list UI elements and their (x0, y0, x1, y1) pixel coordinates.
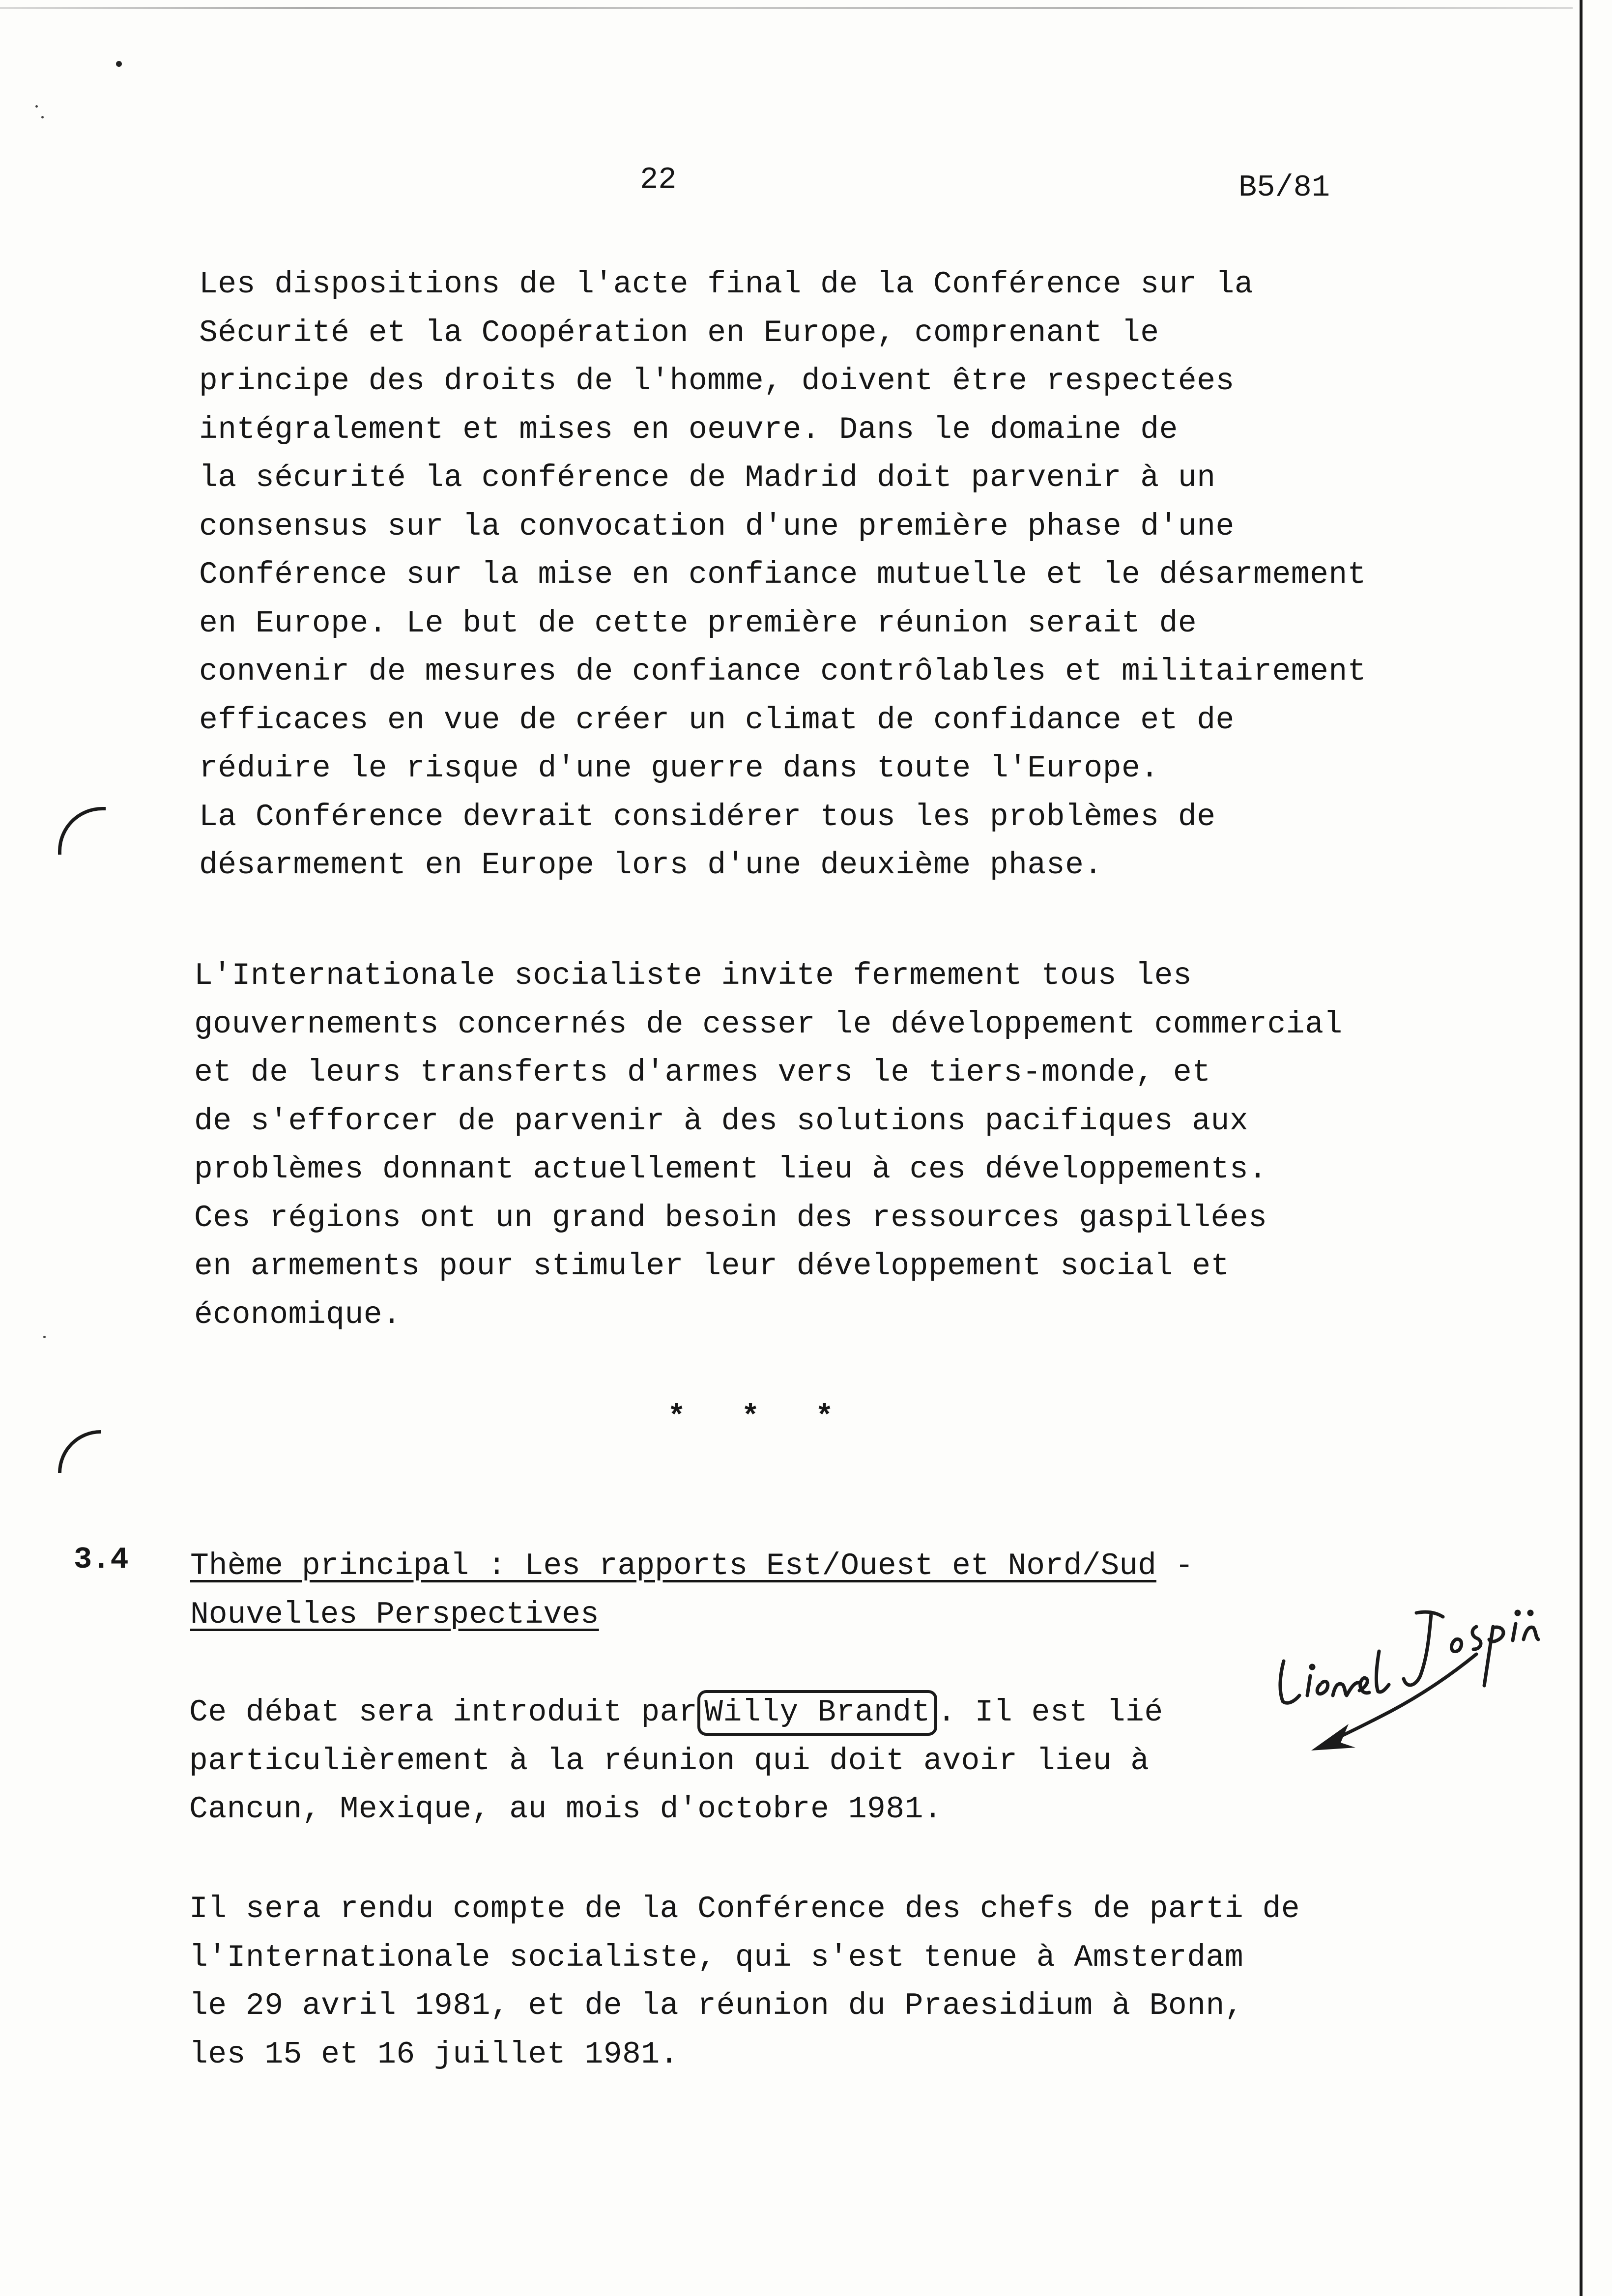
text-line: consensus sur la convocation d'une première phase d'une (199, 509, 1235, 544)
section-title (190, 1542, 1194, 1639)
text-line: principe des droits de l'homme, doivent être respectées (199, 364, 1235, 399)
text-line: les 15 et 16 juillet 1981. (189, 2037, 679, 2072)
text-line: de s'efforcer de parvenir à des solutions pacifiques aux (194, 1103, 1249, 1139)
text-line: la sécurité la conférence de Madrid doit parvenir à un (199, 460, 1216, 495)
section-number: 3.4 (74, 1542, 129, 1577)
boxed-name: Willy Brandt (697, 1690, 937, 1736)
scan-speck (41, 116, 44, 118)
page-number: 22 (640, 162, 677, 197)
paragraph-csce (199, 260, 1366, 890)
section-title-dash: - (1156, 1549, 1194, 1583)
text-line: en armements pour stimuler leur développement social et (194, 1249, 1230, 1284)
handwritten-annotation (1273, 1528, 1548, 1764)
section-title-line (190, 1591, 1194, 1639)
scan-speck (35, 105, 38, 108)
scan-top-edge (0, 7, 1573, 9)
text-line: Sécurité et la Coopération en Europe, comprenant le (199, 315, 1159, 350)
text-line: en Europe. Le but de cette première réunion serait de (199, 605, 1197, 641)
text-line: Les dispositions de l'acte final de la Conférence sur la (199, 267, 1254, 302)
paragraph-report (189, 1885, 1300, 2079)
paragraph-arms-transfers (194, 952, 1343, 1339)
text-line: Ces régions ont un grand besoin des ressources gaspillées (194, 1200, 1267, 1235)
margin-bracket-mark (58, 807, 106, 855)
text-line: convenir de mesures de confiance contrôlables et militairement (199, 654, 1366, 689)
paragraph-debate-intro (189, 1689, 1163, 1834)
document-reference: B5/81 (1238, 170, 1330, 205)
text-line: Cancun, Mexique, au mois d'octobre 1981. (189, 1792, 943, 1827)
text-line: Il sera rendu compte de la Conférence des chefs de parti de (189, 1892, 1300, 1926)
section-title-line (190, 1542, 1194, 1591)
text-line (189, 1689, 1163, 1737)
section-separator: * * * (667, 1400, 853, 1435)
text-line: L'Internationale socialiste invite fermement tous les (194, 958, 1192, 993)
text-line: efficaces en vue de créer un climat de confidance et de (199, 702, 1235, 738)
text-line: particulièrement à la réunion qui doit avoir lieu à (189, 1743, 1150, 1779)
text-line: intégralement et mises en oeuvre. Dans le domaine de (199, 412, 1178, 447)
text-line: La Conférence devrait considérer tous les problèmes de (199, 799, 1216, 834)
section-title-underlined: Thème principal : Les rapports Est/Ouest et Nord/Sud (190, 1549, 1156, 1583)
text-line: désarmement en Europe lors d'une deuxième phase. (199, 848, 1103, 883)
binder-hole-mark (116, 61, 122, 67)
text-line: le 29 avril 1981, et de la réunion du Praesidium à Bonn, (189, 1988, 1244, 2023)
text-line: gouvernements concernés de cesser le développement commercial (194, 1006, 1343, 1042)
section-title-underlined: Nouvelles Perspectives (190, 1597, 599, 1632)
text-fragment: Ce débat sera introduit par (189, 1695, 698, 1730)
scan-speck (43, 1336, 46, 1338)
text-line: Conférence sur la mise en confiance mutuelle et le désarmement (199, 557, 1366, 592)
text-line: problèmes donnant actuellement lieu à ces développements. (194, 1152, 1267, 1187)
text-fragment: . Il est lié (937, 1695, 1163, 1730)
text-line: réduire le risque d'une guerre dans toute l'Europe. (199, 751, 1159, 786)
margin-bracket-mark (58, 1430, 101, 1473)
text-line: l'Internationale socialiste, qui s'est tenue à Amsterdam (189, 1940, 1244, 1975)
scan-right-edge (1580, 0, 1583, 2296)
text-line: et de leurs transferts d'armes vers le tiers-monde, et (194, 1055, 1211, 1090)
text-line: économique. (194, 1297, 402, 1332)
